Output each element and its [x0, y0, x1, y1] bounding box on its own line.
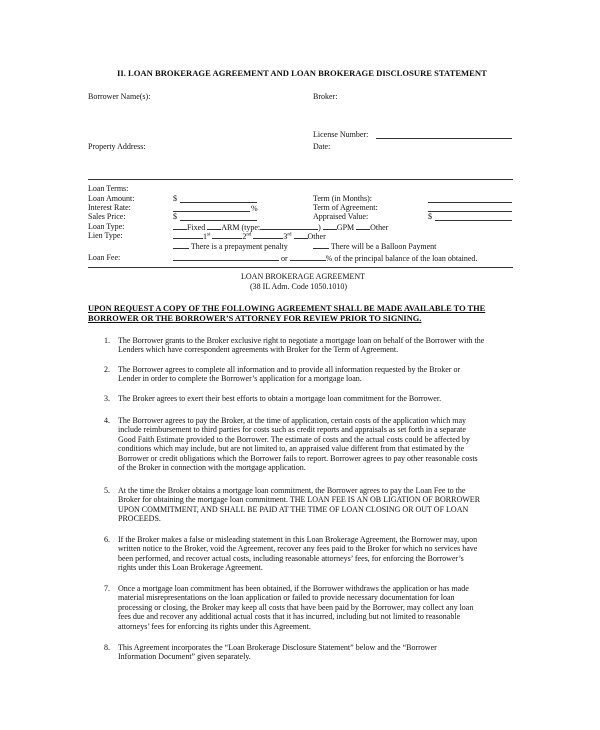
- loan-type-gpm-checkbox[interactable]: [323, 222, 337, 230]
- section-heading: LOAN BROKERAGE AGREEMENT: [241, 272, 365, 281]
- property-divider-line: [88, 179, 513, 180]
- document-title: II. LOAN BROKERAGE AGREEMENT AND LOAN BROKERAGE DISCLOSURE STATEMENT: [117, 68, 487, 78]
- loan-fee-or-text: or: [281, 254, 288, 263]
- borrower-names-label: Borrower Name(s):: [88, 92, 151, 101]
- clause-1-number: 1.: [104, 336, 110, 345]
- clause-4-number: 4.: [104, 416, 110, 425]
- balloon-payment-row: [313, 241, 436, 251]
- prepayment-penalty-row: [173, 241, 288, 251]
- clause-5-number: 5.: [104, 486, 110, 495]
- appraised-value-line: [435, 220, 512, 221]
- balloon-payment-text: There will be a Balloon Payment: [330, 242, 437, 251]
- broker-label: Broker:: [313, 92, 338, 101]
- clause-3-text: The Broker agrees to exert their best efforts to obtain a mortgage loan commitment for the Borrower.: [118, 394, 442, 403]
- arm-type-close: ): [318, 223, 321, 232]
- loan-terms-heading: Loan Terms:: [88, 184, 129, 193]
- loan-fee-label: Loan Fee:: [88, 253, 121, 262]
- clause-1-text: The Borrower grants to the Broker exclusive right to negotiate a mortgage loan on behalf of the Borrower with the Lenders which have correspondent agreements with Broker for the Term of Agreement.: [118, 336, 485, 355]
- lien-third-checkbox[interactable]: [253, 231, 283, 239]
- loan-type-arm-label: ARM (type:: [221, 223, 261, 232]
- loan-type-other-checkbox[interactable]: [356, 222, 370, 230]
- prepayment-penalty-text: There is a prepayment penalty: [190, 242, 288, 251]
- clause-6-number: 6.: [104, 535, 110, 544]
- loan-terms-divider-line: [88, 267, 513, 268]
- clause-7-text: Once a mortgage loan commitment has been obtained, if the Borrower withdraws the application or has made material misrepresentations on the loan application or failed to provide necessary documentation for loan processing or closing, the Broker may keep all costs that have been paid by the Borrower, may collect any loan fees due and recover any additional actual costs that it has incurred, including but not limited to reasonable attorneys’ fees for enforcing its rights under this Agreement.: [118, 584, 474, 631]
- lien-third-suffix: rd: [287, 232, 292, 238]
- lien-other-label: Other: [307, 232, 326, 241]
- interest-rate-percent: %: [251, 204, 258, 213]
- loan-type-label: Loan Type:: [88, 222, 125, 231]
- loan-amount-line: [180, 202, 257, 203]
- term-of-agreement-label: Term of Agreement:: [313, 203, 378, 212]
- lien-third-label: 3: [283, 232, 288, 241]
- loan-fee-percent-field[interactable]: [290, 253, 326, 261]
- loan-type-other-label: Other: [370, 223, 389, 232]
- clause-5-text: At the time the Broker obtains a mortgage loan commitment, the Borrower agrees to pay the Loan Fee to the Broker for obtaining the mortgage loan commitment. THE LOAN FEE IS AN OB LIGATION OF BORROWER UPON COMMITMENT, AND SHALL BE PAID AT THE TIME OF LOAN CLOSING OR OUT OF LOAN PROCEEDS.: [118, 486, 481, 524]
- clause-8-number: 8.: [104, 643, 110, 652]
- loan-amount-dollar: $: [173, 194, 177, 203]
- property-address-label: Property Address:: [88, 142, 146, 151]
- sales-price-dollar: $: [173, 212, 177, 221]
- sales-price-line: [180, 220, 257, 221]
- loan-fee-text: % of the principal balance of the loan obtained.: [325, 254, 478, 263]
- clause-2-text: The Borrower agrees to complete all information and to provide all information requested by the Broker or Lender in order to complete the Borrower’s application for a mortgage loan.: [118, 365, 461, 384]
- lien-first-suffix: st: [207, 232, 211, 238]
- term-of-agreement-line: [428, 211, 512, 212]
- clause-6-text: If the Broker makes a false or misleading statement in this Loan Brokerage Agreement, the Borrower may, upon written notice to the Broker, void the Agreement, recover any fees paid to the Broker for which no services have been performed, and recover actual costs, including reasonable attorneys’ fees, for enforcing the Borrower’s rights under this Loan Brokerage Agreement.: [118, 535, 478, 573]
- loan-fee-row: [173, 253, 477, 263]
- license-number-line: [376, 138, 512, 139]
- interest-rate-label: Interest Rate:: [88, 203, 131, 212]
- interest-rate-line: [173, 211, 250, 212]
- appraised-value-label: Appraised Value:: [313, 212, 369, 221]
- clause-4-text: The Borrower agrees to pay the Broker, at the time of application, certain costs of the application which may include reimbursement to third parties for costs such as credit reports and appraisals as set forth in a separate Good Faith Estimate provided to the Borrower. The estimate of costs and the actual costs could be affected by conditions which may include, but are not limited to, an appraised value different from that estimated by the Borrower or credit obligations which the Borrower fails to report. Borrower agrees to pay other reasonable costs of the Broker in connection with the mortgage application.: [118, 416, 478, 473]
- lien-first-checkbox[interactable]: [173, 231, 203, 239]
- lien-type-label: Lien Type:: [88, 231, 123, 240]
- license-number-label: License Number:: [313, 130, 369, 139]
- arm-type-field[interactable]: [260, 222, 318, 230]
- section-citation: (38 IL Adm. Code 1050.1010): [250, 282, 348, 291]
- term-months-line: [428, 202, 512, 203]
- term-months-label: Term (in Months):: [313, 194, 372, 203]
- clause-7-number: 7.: [104, 584, 110, 593]
- clause-8-text: This Agreement incorporates the “Loan Brokerage Disclosure Statement” below and the “Borrower Information Document” given separately.: [118, 643, 437, 662]
- lien-second-label: 2: [242, 232, 247, 241]
- lien-type-options: [173, 231, 326, 241]
- clause-3-number: 3.: [104, 394, 110, 403]
- date-label: Date:: [313, 142, 331, 151]
- loan-type-fixed-label: Fixed: [187, 223, 206, 232]
- loan-amount-label: Loan Amount:: [88, 194, 135, 203]
- lien-second-checkbox[interactable]: [212, 231, 242, 239]
- balloon-payment-checkbox[interactable]: [313, 241, 329, 249]
- loan-fee-amount-field[interactable]: [173, 253, 279, 261]
- loan-type-fixed-checkbox[interactable]: [173, 222, 187, 230]
- lien-other-checkbox[interactable]: [294, 231, 308, 239]
- loan-type-arm-checkbox[interactable]: [207, 222, 221, 230]
- appraised-value-dollar: $: [428, 212, 432, 221]
- sales-price-label: Sales Price:: [88, 212, 126, 221]
- notice-line-2: BORROWER OR THE BORROWER’S ATTORNEY FOR REVIEW PRIOR TO SIGNING.: [88, 314, 422, 323]
- prepayment-penalty-checkbox[interactable]: [173, 241, 189, 249]
- loan-type-gpm-label: GPM: [336, 223, 355, 232]
- lien-second-suffix: nd: [246, 232, 252, 238]
- lien-first-label: 1: [203, 232, 207, 241]
- notice-line-1: UPON REQUEST A COPY OF THE FOLLOWING AGREEMENT SHALL BE MADE AVAILABLE TO THE: [88, 304, 486, 313]
- clause-2-number: 2.: [104, 365, 110, 374]
